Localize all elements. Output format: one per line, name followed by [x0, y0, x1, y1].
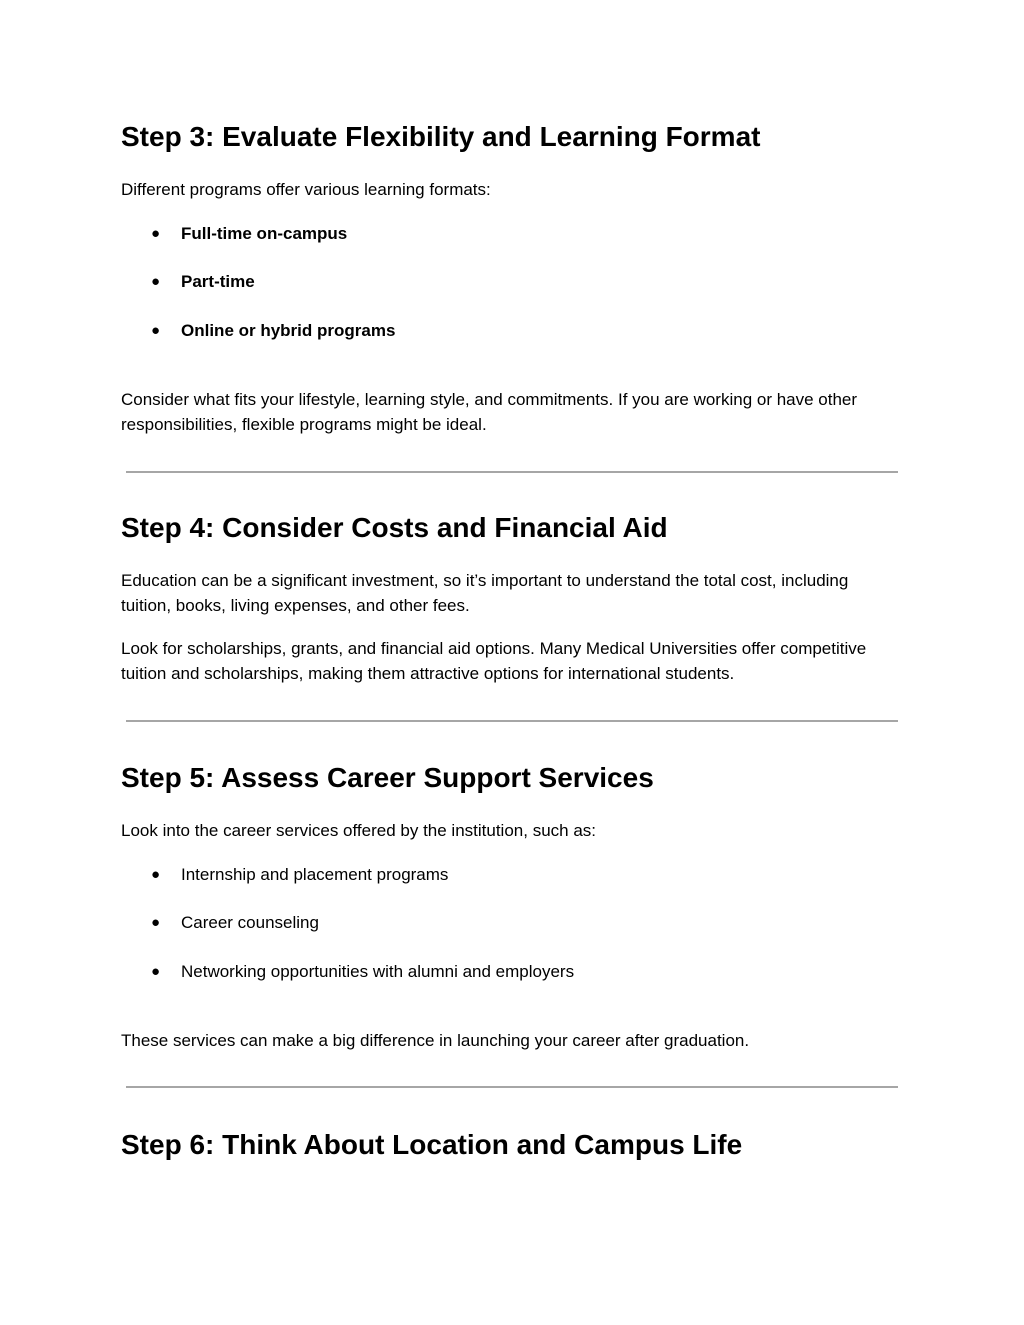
step6-heading: Step 6: Think About Location and Campus Life [121, 1129, 743, 1160]
list-item-text: Career counseling [181, 913, 319, 932]
bullet-icon: ● [151, 322, 161, 339]
step4-heading: Step 4: Consider Costs and Financial Aid [121, 512, 668, 543]
step5-body: These services can make a big difference in launching your career after graduation. [121, 1031, 750, 1050]
bullet-icon: ● [151, 225, 161, 242]
step4-para1: Education can be a significant investment, so it’s important to understand the total cost, including tuition, books, living expenses, and other fees. [121, 571, 849, 615]
section-divider [126, 720, 898, 722]
list-item-text: Part-time [181, 272, 255, 291]
list-item-text: Internship and placement programs [181, 865, 449, 884]
step5-intro: Look into the career services offered by the institution, such as: [121, 821, 597, 840]
section-divider [126, 1086, 898, 1088]
list-item-text: Online or hybrid programs [181, 321, 396, 340]
step4-para2: Look for scholarships, grants, and financial aid options. Many Medical Universities offer competitive tuition and scholarships, making them attractive options for international students. [121, 639, 867, 683]
step5-heading: Step 5: Assess Career Support Services [121, 762, 654, 793]
bullet-icon: ● [151, 273, 161, 290]
section-divider [126, 471, 898, 473]
list-item-text: Full-time on-campus [181, 224, 348, 243]
step3-body: Consider what fits your lifestyle, learning style, and commitments. If you are working or have other responsibilities, flexible programs might be ideal. [121, 390, 858, 434]
bullet-icon: ● [151, 866, 161, 883]
bullet-icon: ● [151, 963, 161, 980]
list-item-text: Networking opportunities with alumni and employers [181, 962, 575, 981]
step3-heading: Step 3: Evaluate Flexibility and Learning Format [121, 121, 761, 152]
bullet-icon: ● [151, 914, 161, 931]
step3-intro: Different programs offer various learning formats: [121, 180, 491, 199]
